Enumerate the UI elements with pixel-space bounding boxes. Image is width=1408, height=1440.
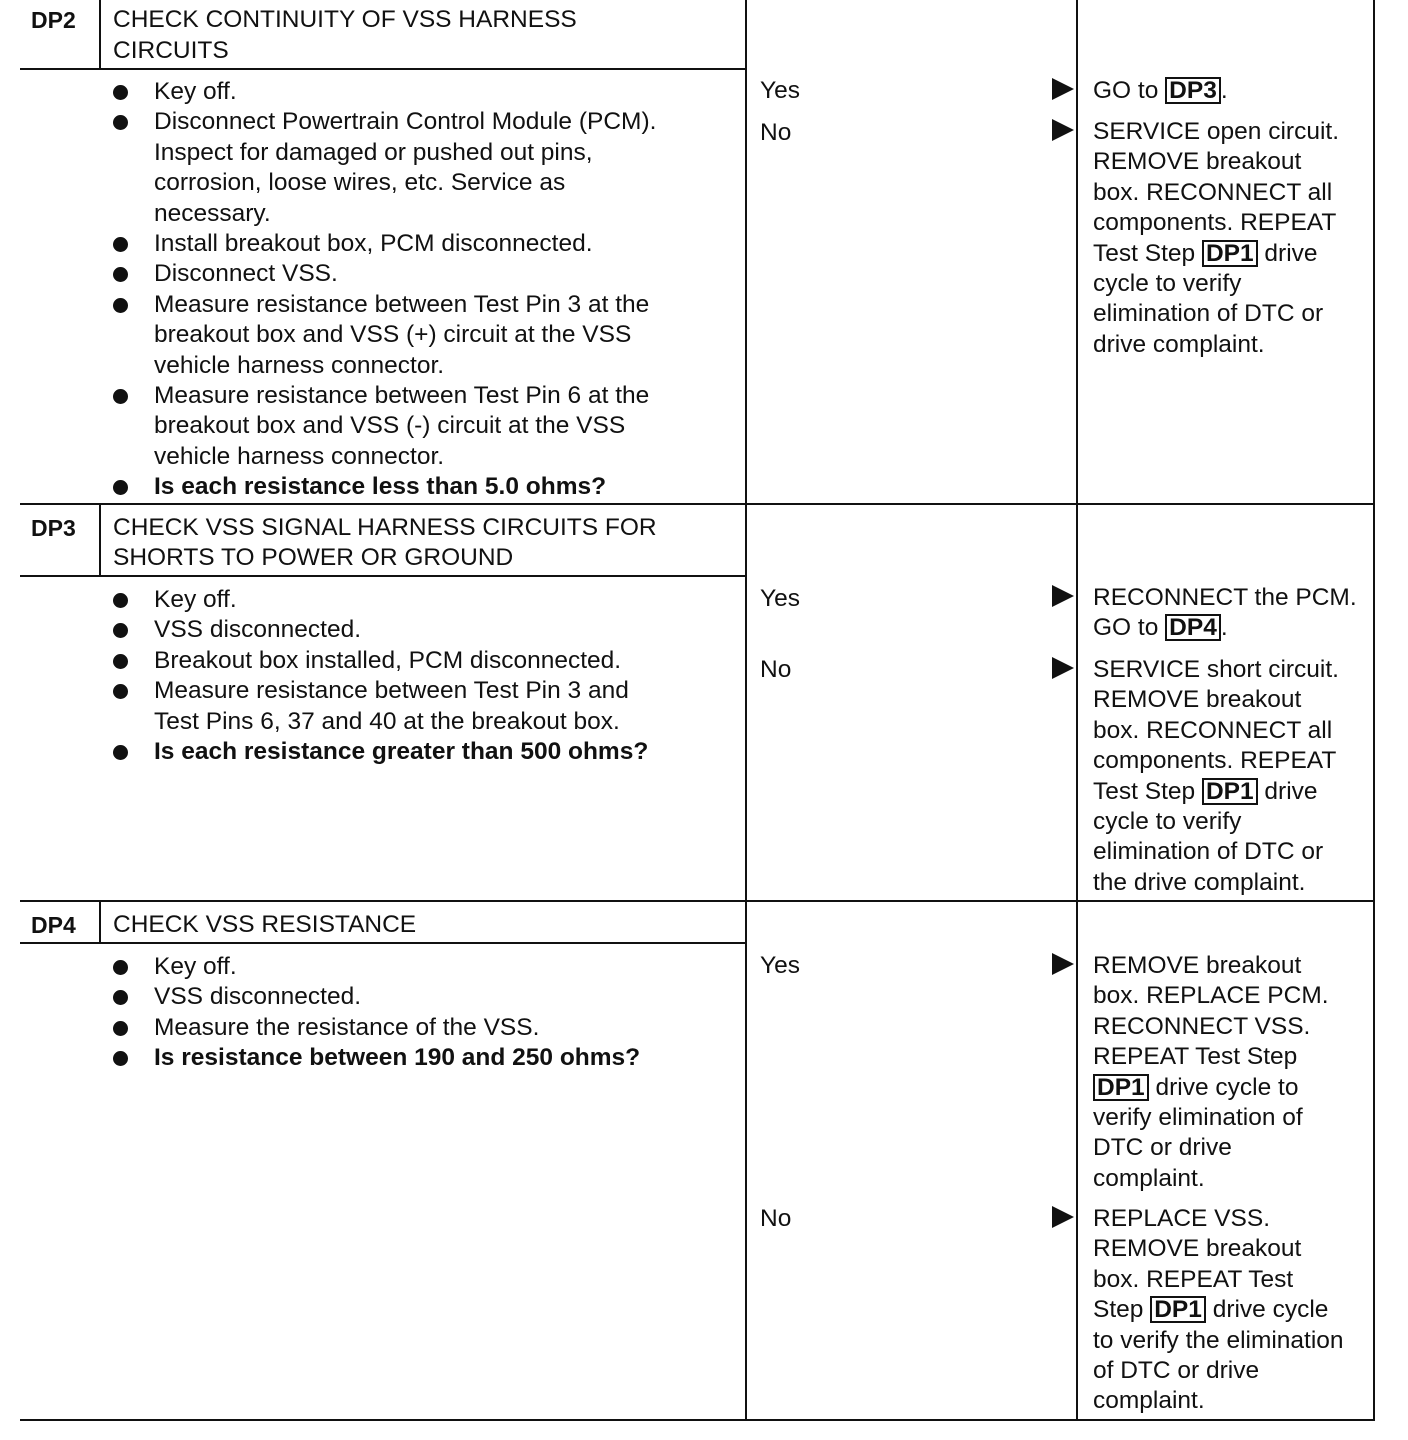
answer-yes: Yes	[760, 77, 800, 104]
procedure-text: vehicle harness connector.	[154, 351, 445, 379]
step-reference: DP1	[1202, 240, 1258, 267]
procedure-item	[112, 229, 656, 259]
procedure-question	[112, 1043, 640, 1073]
result-text: cycle to verify	[1093, 808, 1242, 836]
result-text: Step	[1093, 1296, 1151, 1324]
procedure-item	[112, 77, 656, 107]
procedure-text: Inspect for damaged or pushed out pins,	[154, 138, 593, 166]
procedure-list	[112, 952, 640, 1074]
procedure-text: Measure resistance between Test Pin 3 and	[154, 677, 629, 705]
step-reference: DP1	[1093, 1074, 1149, 1101]
procedure-question	[112, 737, 648, 767]
answer-no: No	[760, 656, 792, 683]
result-no	[1093, 655, 1339, 898]
procedure-item	[112, 259, 656, 289]
result-text: box. REPEAT Test	[1093, 1265, 1294, 1293]
procedure-text: breakout box and VSS (-) circuit at the VSS	[154, 412, 626, 440]
step-title-line: CHECK VSS RESISTANCE	[113, 911, 417, 938]
result-text: .	[1220, 614, 1228, 642]
procedure-text: Key off.	[154, 586, 237, 613]
procedure-text: Key off.	[154, 953, 237, 980]
dp4-header-divider	[99, 901, 101, 944]
result-text: REMOVE breakout	[1093, 1235, 1302, 1263]
table-right-border	[1373, 0, 1375, 1421]
result-yes	[1093, 951, 1329, 1194]
arrow-right-icon	[1052, 953, 1074, 975]
answer-yes: Yes	[760, 952, 800, 979]
procedure-text: VSS disconnected.	[154, 616, 362, 644]
result-text: Test Step	[1093, 777, 1202, 805]
dp2-header-divider	[99, 0, 101, 70]
procedure-text: Key off.	[154, 78, 237, 105]
step-label: DP4	[31, 912, 76, 938]
result-text: complaint.	[1093, 1387, 1205, 1415]
question-text: Is each resistance greater than 500 ohms?	[154, 738, 649, 766]
procedure-item	[112, 952, 640, 982]
result-no	[1093, 117, 1339, 360]
result-text: box. RECONNECT all	[1093, 178, 1333, 206]
procedure-item	[112, 982, 640, 1012]
procedure-item	[112, 290, 656, 381]
arrow-right-icon	[1052, 585, 1074, 607]
result-no	[1093, 1204, 1344, 1417]
result-text: drive cycle	[1205, 1296, 1329, 1324]
result-text: REPEAT Test Step	[1093, 1043, 1298, 1071]
result-text: drive	[1257, 239, 1318, 267]
dp3-header-divider	[99, 504, 101, 577]
procedure-item	[112, 107, 656, 229]
step-label: DP3	[31, 515, 76, 541]
procedure-question	[112, 472, 656, 502]
result-text: GO to	[1093, 614, 1166, 642]
step-reference: DP3	[1165, 77, 1221, 104]
procedure-list	[112, 77, 656, 503]
result-text: REMOVE breakout	[1093, 952, 1302, 979]
procedure-item	[112, 615, 648, 645]
result-text: drive	[1257, 777, 1318, 805]
procedure-text: Disconnect Powertrain Control Module (PCM).	[154, 108, 657, 136]
step-title-line: CIRCUITS	[113, 37, 229, 64]
procedure-text: corrosion, loose wires, etc. Service as	[154, 169, 566, 197]
dp2-header-underline	[20, 68, 746, 70]
procedure-text: Test Pins 6, 37 and 40 at the breakout box.	[154, 707, 620, 735]
step-reference: DP4	[1165, 614, 1221, 641]
column-divider-right	[1076, 0, 1078, 1421]
procedure-text: Measure the resistance of the VSS.	[154, 1013, 540, 1041]
result-text: of DTC or drive	[1093, 1357, 1260, 1385]
arrow-right-icon	[1052, 119, 1074, 141]
result-text: SERVICE open circuit.	[1093, 118, 1340, 145]
result-text: elimination of DTC or	[1093, 838, 1324, 866]
procedure-text: Measure resistance between Test Pin 3 at the	[154, 290, 650, 318]
result-text: RECONNECT the PCM.	[1093, 584, 1357, 611]
result-text: drive complaint.	[1093, 330, 1265, 358]
section-divider-dp3	[20, 503, 1375, 505]
result-text: elimination of DTC or	[1093, 300, 1324, 328]
step-label: DP2	[31, 7, 76, 33]
step-title-line: CHECK VSS SIGNAL HARNESS CIRCUITS FOR	[113, 514, 657, 541]
column-divider-left	[745, 0, 747, 1421]
result-text: components. REPEAT	[1093, 747, 1337, 775]
procedure-text: breakout box and VSS (+) circuit at the VSS	[154, 321, 632, 349]
result-text: verify elimination of	[1093, 1104, 1303, 1132]
answer-no: No	[760, 119, 792, 146]
result-text: the drive complaint.	[1093, 868, 1306, 896]
step-reference: DP1	[1202, 778, 1258, 805]
dp4-header-underline	[20, 942, 746, 944]
result-text: complaint.	[1093, 1164, 1205, 1192]
procedure-item	[112, 646, 648, 676]
question-text: Is each resistance less than 5.0 ohms?	[154, 473, 607, 501]
result-text: box. REPLACE PCM.	[1093, 982, 1329, 1010]
procedure-text: Breakout box installed, PCM disconnected.	[154, 646, 622, 674]
section-divider-dp4	[20, 900, 1375, 902]
procedure-item	[112, 676, 648, 737]
result-text: components. REPEAT	[1093, 209, 1337, 237]
answer-no: No	[760, 1205, 792, 1232]
step-reference: DP1	[1150, 1296, 1206, 1323]
arrow-right-icon	[1052, 1206, 1074, 1228]
result-text: DTC or drive	[1093, 1134, 1232, 1162]
result-text: RECONNECT VSS.	[1093, 1012, 1311, 1040]
arrow-right-icon	[1052, 78, 1074, 100]
answer-yes: Yes	[760, 585, 800, 612]
procedure-text: Disconnect VSS.	[154, 260, 338, 288]
procedure-item	[112, 1013, 640, 1043]
question-text: Is resistance between 190 and 250 ohms?	[154, 1044, 641, 1072]
procedure-item	[112, 585, 648, 615]
dp3-header-underline	[20, 575, 746, 577]
procedure-item	[112, 381, 656, 472]
table-bottom-border	[20, 1419, 1375, 1421]
step-title-line: CHECK CONTINUITY OF VSS HARNESS	[113, 6, 577, 33]
procedure-text: VSS disconnected.	[154, 983, 362, 1011]
result-text: REPLACE VSS.	[1093, 1205, 1271, 1232]
result-text: GO to	[1093, 77, 1166, 104]
result-text: to verify the elimination	[1093, 1326, 1344, 1354]
result-text: Test Step	[1093, 239, 1202, 267]
result-yes	[1093, 76, 1228, 106]
procedure-text: necessary.	[154, 199, 271, 227]
procedure-text: Measure resistance between Test Pin 6 at the	[154, 382, 650, 410]
procedure-list	[112, 585, 648, 767]
arrow-right-icon	[1052, 657, 1074, 679]
result-text: drive cycle to	[1148, 1073, 1299, 1101]
result-text: SERVICE short circuit.	[1093, 656, 1339, 683]
result-text: .	[1220, 77, 1228, 104]
result-text: REMOVE breakout	[1093, 686, 1302, 714]
result-yes	[1093, 583, 1357, 644]
procedure-text: Install breakout box, PCM disconnected.	[154, 230, 593, 258]
procedure-text: vehicle harness connector.	[154, 442, 445, 470]
result-text: box. RECONNECT all	[1093, 716, 1333, 744]
result-text: REMOVE breakout	[1093, 148, 1302, 176]
step-title-line: SHORTS TO POWER OR GROUND	[113, 544, 514, 571]
result-text: cycle to verify	[1093, 270, 1242, 298]
